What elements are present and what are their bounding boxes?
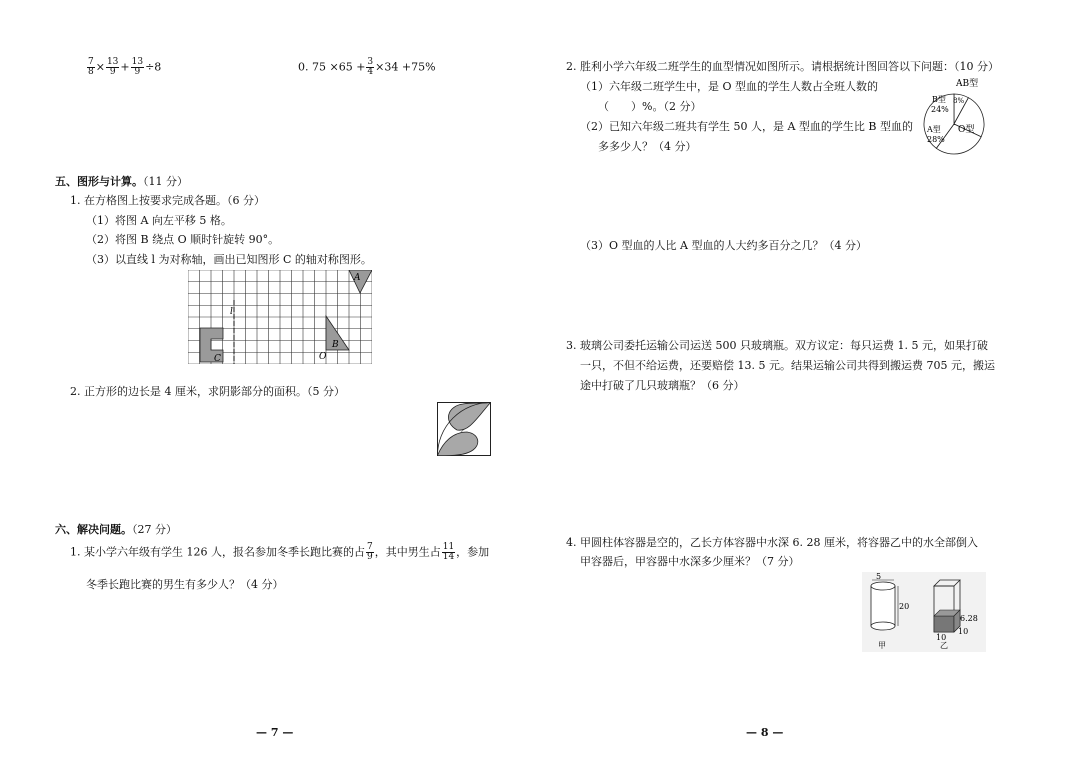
containers-figure (862, 572, 986, 652)
label-a: A (354, 273, 361, 283)
label-w1: 10 (936, 633, 947, 642)
section-6-q1: 1. 某小学六年级有学生 126 人，报名参加冬季长跑比赛的占 $\frac{7}{9}$ ，其中男生占 $\frac{11}{14}$ ，参加 (70, 542, 490, 562)
section-5-q1-item-3: （3）以直线 l 为对称轴，画出已知图形 C 的轴对称图形。 (86, 253, 372, 266)
pie-pct-ab: 8% (953, 97, 965, 105)
expression-1: $\frac{7}{8}$ × $\frac{13}{9}$ + $\frac{13}{9}$ ÷8 (88, 57, 162, 77)
pie-label-o: O型 (958, 125, 975, 135)
q2-sub1-b: （ ）%。（2 分） (598, 100, 702, 113)
q3-line2: 一只，不但不给运费，还要赔偿 13. 5 元。结果运输公司共得到搬运费 705 元，搬运 (580, 359, 995, 372)
page-number-right: — 8 — (746, 726, 784, 739)
blood-type-pie-chart (918, 74, 990, 160)
q2-sub2-b: 多多少人？（4 分） (598, 140, 697, 153)
water-yi (934, 616, 954, 632)
section-5-q1-item-1: （1）将图 A 向左平移 5 格。 (86, 214, 232, 227)
section-6-q1-line2: 冬季长跑比赛的男生有多少人？（4 分） (86, 578, 284, 591)
q3-line1: 3. 玻璃公司委托运输公司运送 500 只玻璃瓶。双方议定：每只运费 1. 5 元，如果打破 (566, 339, 988, 352)
q2-sub2-a: （2）已知六年级二班共有学生 50 人，是 A 型血的学生比 B 型血的 (580, 120, 914, 133)
expression-2: 0. 75 ×65 + $\frac{3}{4}$ ×34 +75% (298, 57, 436, 77)
grid-figure (188, 270, 372, 364)
square-figure (437, 402, 491, 456)
q2-sub3: （3）O 型血的人比 A 型血的人大约多百分之几？（4 分） (580, 239, 867, 252)
section-6-heading: 六、解决问题。（27 分） (55, 523, 177, 536)
label-yi: 乙 (940, 641, 948, 650)
label-c: C (214, 354, 221, 364)
label-o: O (319, 352, 327, 362)
q4-line2: 甲容器后，甲容器中水深多少厘米？（7 分） (580, 555, 800, 568)
pie-pct-a: 28% (927, 135, 945, 144)
q2-title: 2. 胜利小学六年级二班学生的血型情况如图所示。请根据统计图回答以下问题：（10 分） (566, 60, 999, 73)
q2-sub1-a: （1）六年级二班学生中，是 O 型血的学生人数占全班人数的 (580, 80, 879, 93)
label-l: l (230, 307, 233, 317)
label-h: 20 (899, 602, 910, 611)
section-5-q1-item-2: （2）将图 B 绕点 O 顺时针旋转 90°。 (86, 233, 280, 246)
pie-pct-b: 24% (931, 105, 949, 114)
pie-label-b: B型 (932, 95, 946, 104)
section-5-q1: 1. 在方格图上按要求完成各题。（6 分） (70, 194, 265, 207)
label-water: 6.28 (960, 614, 978, 623)
section-5-heading: 五、图形与计算。（11 分） (55, 175, 188, 188)
q3-line3: 途中打破了几只玻璃瓶？（6 分） (580, 379, 745, 392)
label-b: B (332, 340, 339, 350)
section-5-q2: 2. 正方形的边长是 4 厘米，求阴影部分的面积。（5 分） (70, 385, 345, 398)
label-d: 5 (876, 572, 882, 581)
label-w2: 10 (958, 627, 969, 636)
q4-line1: 4. 甲圆柱体容器是空的，乙长方体容器中水深 6. 28 厘米，将容器乙中的水全部倒入 (566, 536, 978, 549)
pie-label-a: A型 (927, 125, 941, 134)
pie-label-ab: AB型 (956, 79, 979, 89)
cylinder-jia (871, 582, 895, 630)
page-number-left: — 7 — (256, 726, 294, 739)
label-jia: 甲 (878, 641, 886, 650)
